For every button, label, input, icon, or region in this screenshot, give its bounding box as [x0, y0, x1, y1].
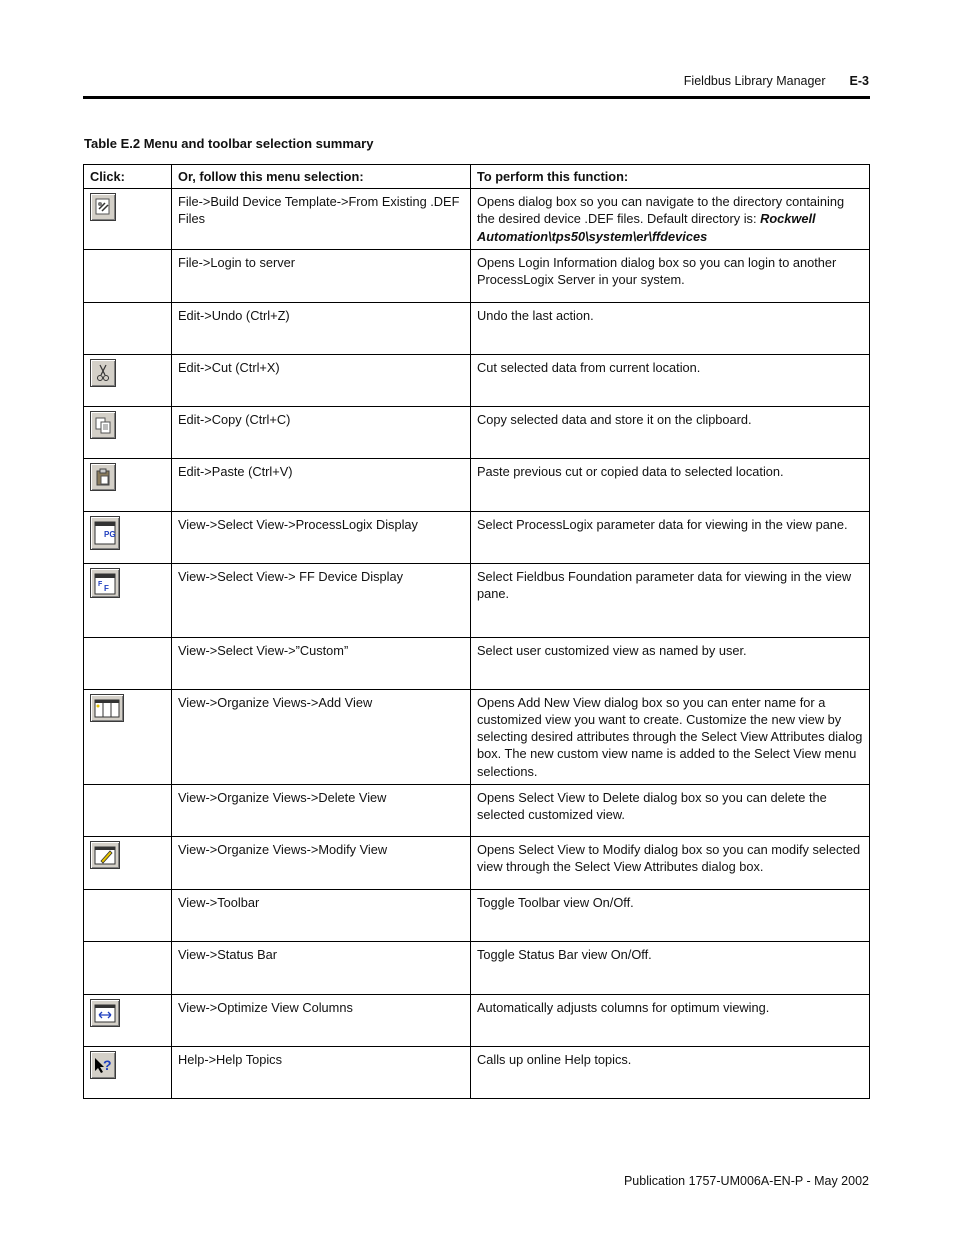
- function-description: Paste previous cut or copied data to selected location.: [471, 458, 870, 511]
- table-row: [84, 354, 870, 406]
- function-description: Copy selected data and store it on the clipboard.: [471, 406, 870, 458]
- help-icon[interactable]: [90, 1051, 116, 1079]
- publication-footer: Publication 1757-UM006A-EN-P - May 2002: [623, 1174, 869, 1188]
- icon-cell: [84, 1046, 172, 1098]
- icon-cell: [84, 563, 172, 637]
- menu-selection: View->Toolbar: [172, 889, 471, 941]
- icon-cell: [84, 637, 172, 689]
- function-description: Automatically adjusts columns for optimum viewing.: [471, 994, 870, 1046]
- function-description: Select ProcessLogix parameter data for viewing in the view pane.: [471, 511, 870, 563]
- table-row: [84, 406, 870, 458]
- processlogix-view-icon[interactable]: [90, 516, 120, 550]
- icon-cell: [84, 994, 172, 1046]
- menu-selection: View->Status Bar: [172, 941, 471, 994]
- add-view-icon[interactable]: [90, 694, 124, 722]
- function-description: Undo the last action.: [471, 302, 870, 354]
- icon-cell: [84, 941, 172, 994]
- default-directory-path: Rockwell Automation\tps50\system\er\ffdevices: [477, 211, 816, 244]
- menu-selection: View->Select View-> FF Device Display: [172, 563, 471, 637]
- running-head: [684, 74, 869, 88]
- copy-icon[interactable]: [90, 411, 116, 439]
- icon-cell: [84, 406, 172, 458]
- table-row: [84, 458, 870, 511]
- section-title: Fieldbus Library Manager: [683, 74, 826, 88]
- column-header-menu: Or, follow this menu selection:: [172, 165, 471, 189]
- modify-view-icon[interactable]: [90, 841, 120, 869]
- function-description: Toggle Status Bar view On/Off.: [471, 941, 870, 994]
- function-description: Opens dialog box so you can navigate to the directory containing the desired device .DEF files. Default directory is: Rockwell Automation\tps50\system\er\ffdevices: [471, 189, 870, 250]
- paste-icon[interactable]: [90, 463, 116, 491]
- table-row: [84, 784, 870, 836]
- menu-selection: Edit->Paste (Ctrl+V): [172, 458, 471, 511]
- menu-selection: Help->Help Topics: [172, 1046, 471, 1098]
- menu-selection: View->Select View->”Custom”: [172, 637, 471, 689]
- icon-cell: [84, 249, 172, 302]
- function-description: Calls up online Help topics.: [471, 1046, 870, 1098]
- icon-cell: [84, 302, 172, 354]
- menu-selection: Edit->Cut (Ctrl+X): [172, 354, 471, 406]
- optimize-columns-icon[interactable]: [90, 999, 120, 1027]
- menu-selection: Edit->Undo (Ctrl+Z): [172, 302, 471, 354]
- cut-icon[interactable]: [90, 359, 116, 387]
- ff-view-icon[interactable]: [90, 568, 120, 598]
- menu-selection: View->Select View->ProcessLogix Display: [172, 511, 471, 563]
- table-row: [84, 1046, 870, 1098]
- function-description: Toggle Toolbar view On/Off.: [471, 889, 870, 941]
- column-header-click: Click:: [84, 165, 172, 189]
- svg-text:F: F: [104, 583, 109, 593]
- icon-cell: [84, 189, 172, 250]
- svg-text:PG: PG: [104, 529, 116, 539]
- table-row: [84, 563, 870, 637]
- svg-text:F: F: [98, 580, 103, 588]
- table-header-row: [84, 165, 870, 189]
- function-description: Opens Select View to Modify dialog box so you can modify selected view through the Select View Attributes dialog box.: [471, 836, 870, 889]
- column-header-function: To perform this function:: [471, 165, 870, 189]
- menu-selection: Edit->Copy (Ctrl+C): [172, 406, 471, 458]
- icon-cell: [84, 784, 172, 836]
- table-row: [84, 637, 870, 689]
- table-caption: Table E.2 Menu and toolbar selection summary: [84, 136, 374, 151]
- header-rule: [83, 96, 870, 99]
- function-description: Select Fieldbus Foundation parameter data for viewing in the view pane.: [471, 563, 870, 637]
- icon-cell: [84, 511, 172, 563]
- menu-toolbar-table: [83, 164, 870, 1099]
- function-description: Opens Add New View dialog box so you can enter name for a customized view you want to create. Customize the new view by selecting desired attributes through the Select View Attributes dialog box. The new custom view name is added to the Select View menu selections.: [471, 689, 870, 784]
- table-row: [84, 941, 870, 994]
- table-row: [84, 249, 870, 302]
- menu-selection: View->Optimize View Columns: [172, 994, 471, 1046]
- function-description: Opens Select View to Delete dialog box so you can delete the selected customized view.: [471, 784, 870, 836]
- svg-text:?: ?: [103, 1056, 112, 1073]
- icon-cell: [84, 889, 172, 941]
- menu-selection: View->Organize Views->Add View: [172, 689, 471, 784]
- function-description: Opens Login Information dialog box so you can login to another ProcessLogix Server in your system.: [471, 249, 870, 302]
- table-row: [84, 994, 870, 1046]
- icon-cell: [84, 354, 172, 406]
- table-row: [84, 302, 870, 354]
- icon-cell: [84, 458, 172, 511]
- menu-selection: File->Login to server: [172, 249, 471, 302]
- menu-selection: View->Organize Views->Modify View: [172, 836, 471, 889]
- table-row: [84, 836, 870, 889]
- table-row: [84, 689, 870, 784]
- menu-selection: View->Organize Views->Delete View: [172, 784, 471, 836]
- function-description: Cut selected data from current location.: [471, 354, 870, 406]
- build-template-icon[interactable]: [90, 193, 116, 221]
- icon-cell: [84, 689, 172, 784]
- icon-cell: [84, 836, 172, 889]
- function-description: Select user customized view as named by user.: [471, 637, 870, 689]
- table-row: [84, 511, 870, 563]
- menu-selection: File->Build Device Template->From Existing .DEF Files: [172, 189, 471, 250]
- table-row: [84, 189, 870, 250]
- page-number: E-3: [849, 74, 869, 88]
- table-row: [84, 889, 870, 941]
